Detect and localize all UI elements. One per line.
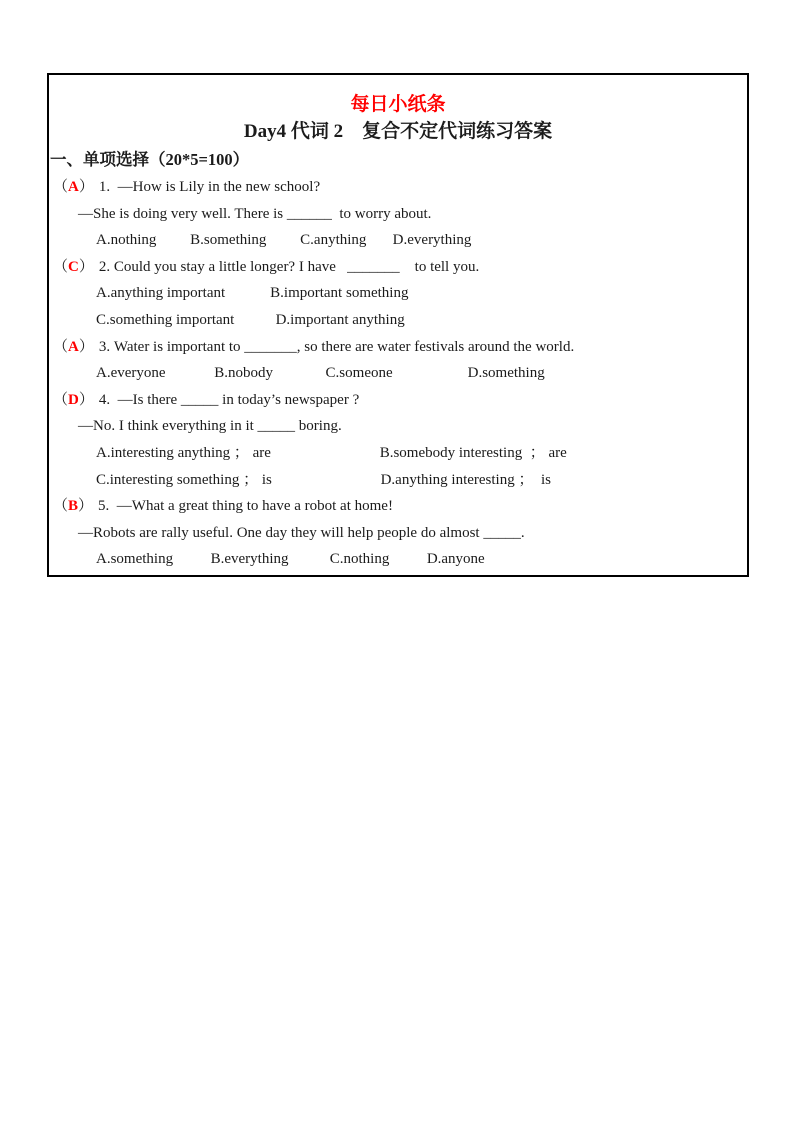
answer-paren-close: ） bbox=[78, 498, 94, 515]
question-5-options-line: A.something B.everything C.nothing D.anyone bbox=[96, 551, 485, 568]
answer-paren-open: （ bbox=[53, 391, 69, 408]
question-2-answer-marker bbox=[53, 259, 94, 275]
question-5-stem-text: 5. —What a great thing to have a robot at home! bbox=[98, 498, 393, 515]
question-2-options-line-2: C.something important D.important anything bbox=[96, 311, 405, 328]
question-4-stem-line bbox=[49, 387, 747, 414]
question-1-stem-line bbox=[49, 174, 747, 201]
question-3-answer-marker bbox=[53, 339, 94, 355]
question-4-options-line-2: C.interesting something ； is D.anything interesting ； is bbox=[96, 471, 551, 488]
question-1-answer-marker bbox=[53, 179, 94, 195]
worksheet-title: Day4 代词 2 复合不定代词练习答案 bbox=[243, 121, 553, 142]
answer-paren-close: ） bbox=[78, 258, 94, 275]
question-3-options-line: A.everyone B.nobody C.someone D.something bbox=[96, 365, 545, 382]
question-1-stem-text: 1. —How is Lily in the new school? bbox=[98, 179, 321, 195]
worksheet-series-title: 每日小纸条 bbox=[350, 94, 446, 115]
answer-paren-open: （ bbox=[53, 258, 69, 275]
question-3-answer-letter: A bbox=[68, 338, 79, 355]
question-2-options-line-1: A.anything important B.important something bbox=[96, 285, 409, 302]
question-2-stem-line bbox=[49, 254, 747, 281]
question-3-stem-text: 3. Water is important to _______, so there are water festivals around the world. bbox=[98, 338, 575, 355]
question-1-options-line: A.nothing B.something C.anything D.everything bbox=[96, 232, 472, 249]
question-5-stem-line bbox=[49, 493, 747, 520]
answer-paren-close: ） bbox=[78, 338, 94, 355]
question-3-stem-line bbox=[49, 334, 747, 361]
question-4-answer-letter: D bbox=[68, 391, 79, 408]
worksheet-border-box bbox=[47, 73, 749, 577]
answer-paren-close: ） bbox=[78, 391, 94, 408]
answer-paren-open: （ bbox=[53, 338, 69, 355]
answer-paren-open: （ bbox=[53, 498, 69, 515]
question-5-answer-letter: B bbox=[68, 498, 79, 515]
question-4-options-line-1: A.interesting anything ； are B.somebody interesting ； are bbox=[96, 444, 567, 461]
question-4-stem-text: 4. —Is there _____ in today’s newspaper ? bbox=[98, 391, 360, 408]
question-5-continuation-line: —Robots are rally useful. One day they will help people do almost _____. bbox=[78, 524, 525, 541]
question-2-stem-text: 2. Could you stay a little longer? I have _______ to tell you. bbox=[98, 258, 480, 275]
question-5-answer-marker bbox=[53, 498, 93, 514]
question-2-answer-letter: C bbox=[68, 258, 79, 275]
answer-paren-open: （ bbox=[53, 179, 69, 195]
question-1-answer-letter: A bbox=[68, 179, 79, 195]
section-heading: 一、单项选择（20*5=100） bbox=[50, 150, 250, 169]
question-1-continuation-line: —She is doing very well. There is ______ to worry about. bbox=[78, 205, 432, 222]
answer-paren-close: ） bbox=[78, 179, 94, 195]
question-4-answer-marker bbox=[53, 392, 94, 408]
question-4-continuation-line: —No. I think everything in it _____ boring. bbox=[78, 418, 342, 435]
